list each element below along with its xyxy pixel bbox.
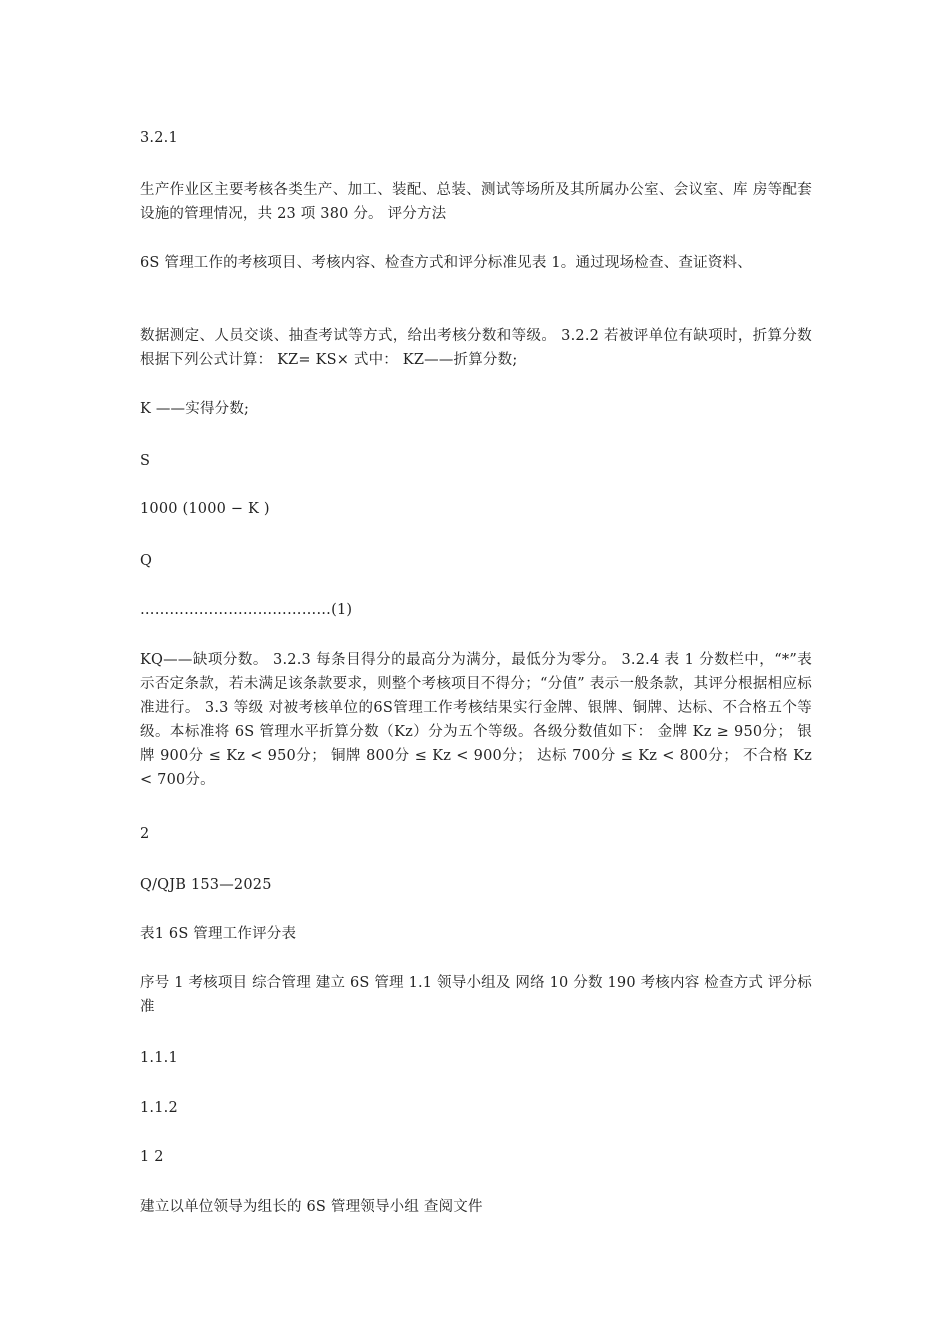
paragraph-assessment-items: 6S 管理工作的考核项目、考核内容、检查方式和评分标准见表 1。通过现场检查、查证资料、 [140, 255, 752, 271]
table-item-content: 建立以单位领导为组长的 6S 管理领导小组 查阅文件 [140, 1199, 483, 1215]
formula-symbol-s: S [140, 453, 151, 469]
formula-definition-ks: K ——实得分数; [140, 401, 250, 417]
section-number-3-2-1: 3.2.1 [140, 130, 178, 146]
table-item-scores: 1 2 [140, 1149, 164, 1165]
table-item-1-1-2: 1.1.2 [140, 1100, 178, 1116]
formula-expression: 1000 (1000 − K ) [140, 501, 270, 517]
paragraph-production-area: 生产作业区主要考核各类生产、加工、装配、总装、测试等场所及其所属办公室、会议室、库 房等配套设施的管理情况，共 23 项 380 分。 评分方法 [140, 182, 812, 222]
table-caption: 表1 6S 管理工作评分表 [140, 926, 297, 942]
table-header-row: 序号 1 考核项目 综合管理 建立 6S 管理 1.1 领导小组及 网络 10 分数 190 考核内容 检查方式 评分标准 [140, 975, 812, 1015]
paragraph-score-conversion: 数据测定、人员交谈、抽查考试等方式，给出考核分数和等级。 3.2.2 若被评单位有缺项时，折算分数根据下列公式计算： KZ= KS× 式中： KZ——折算分数; [140, 328, 812, 368]
formula-symbol-q: Q [140, 553, 153, 569]
table-item-1-1-1: 1.1.1 [140, 1050, 178, 1066]
formula-number: …………………………………(1) [140, 602, 353, 618]
page-number: 2 [140, 826, 150, 842]
paragraph-grading-levels: KQ——缺项分数。 3.2.3 每条目得分的最高分为满分，最低分为零分。 3.2.4 表 1 分数栏中，“*”表示否定条款，若未满足该条款要求，则整个考核项目不得分；“分值” 表示一般条款，其评分根据相应标准进行。 3.3 等级 对被考核单位的6S管理工作考核结果实行金牌、银牌、铜牌、达标、不合格五个等级。本标准将 6S 管理水平折算分数（Kz）分为五个等级。各级分数值如下： 金牌 Kz ≥ 950分； 银牌 900分 ≤ Kz < 950分； 铜牌 800分 ≤ Kz < 900分； 达标 700分 ≤ Kz < 800分； 不合格 Kz < 700分。 [140, 652, 812, 788]
standard-code: Q/QJB 153—2025 [140, 877, 272, 893]
